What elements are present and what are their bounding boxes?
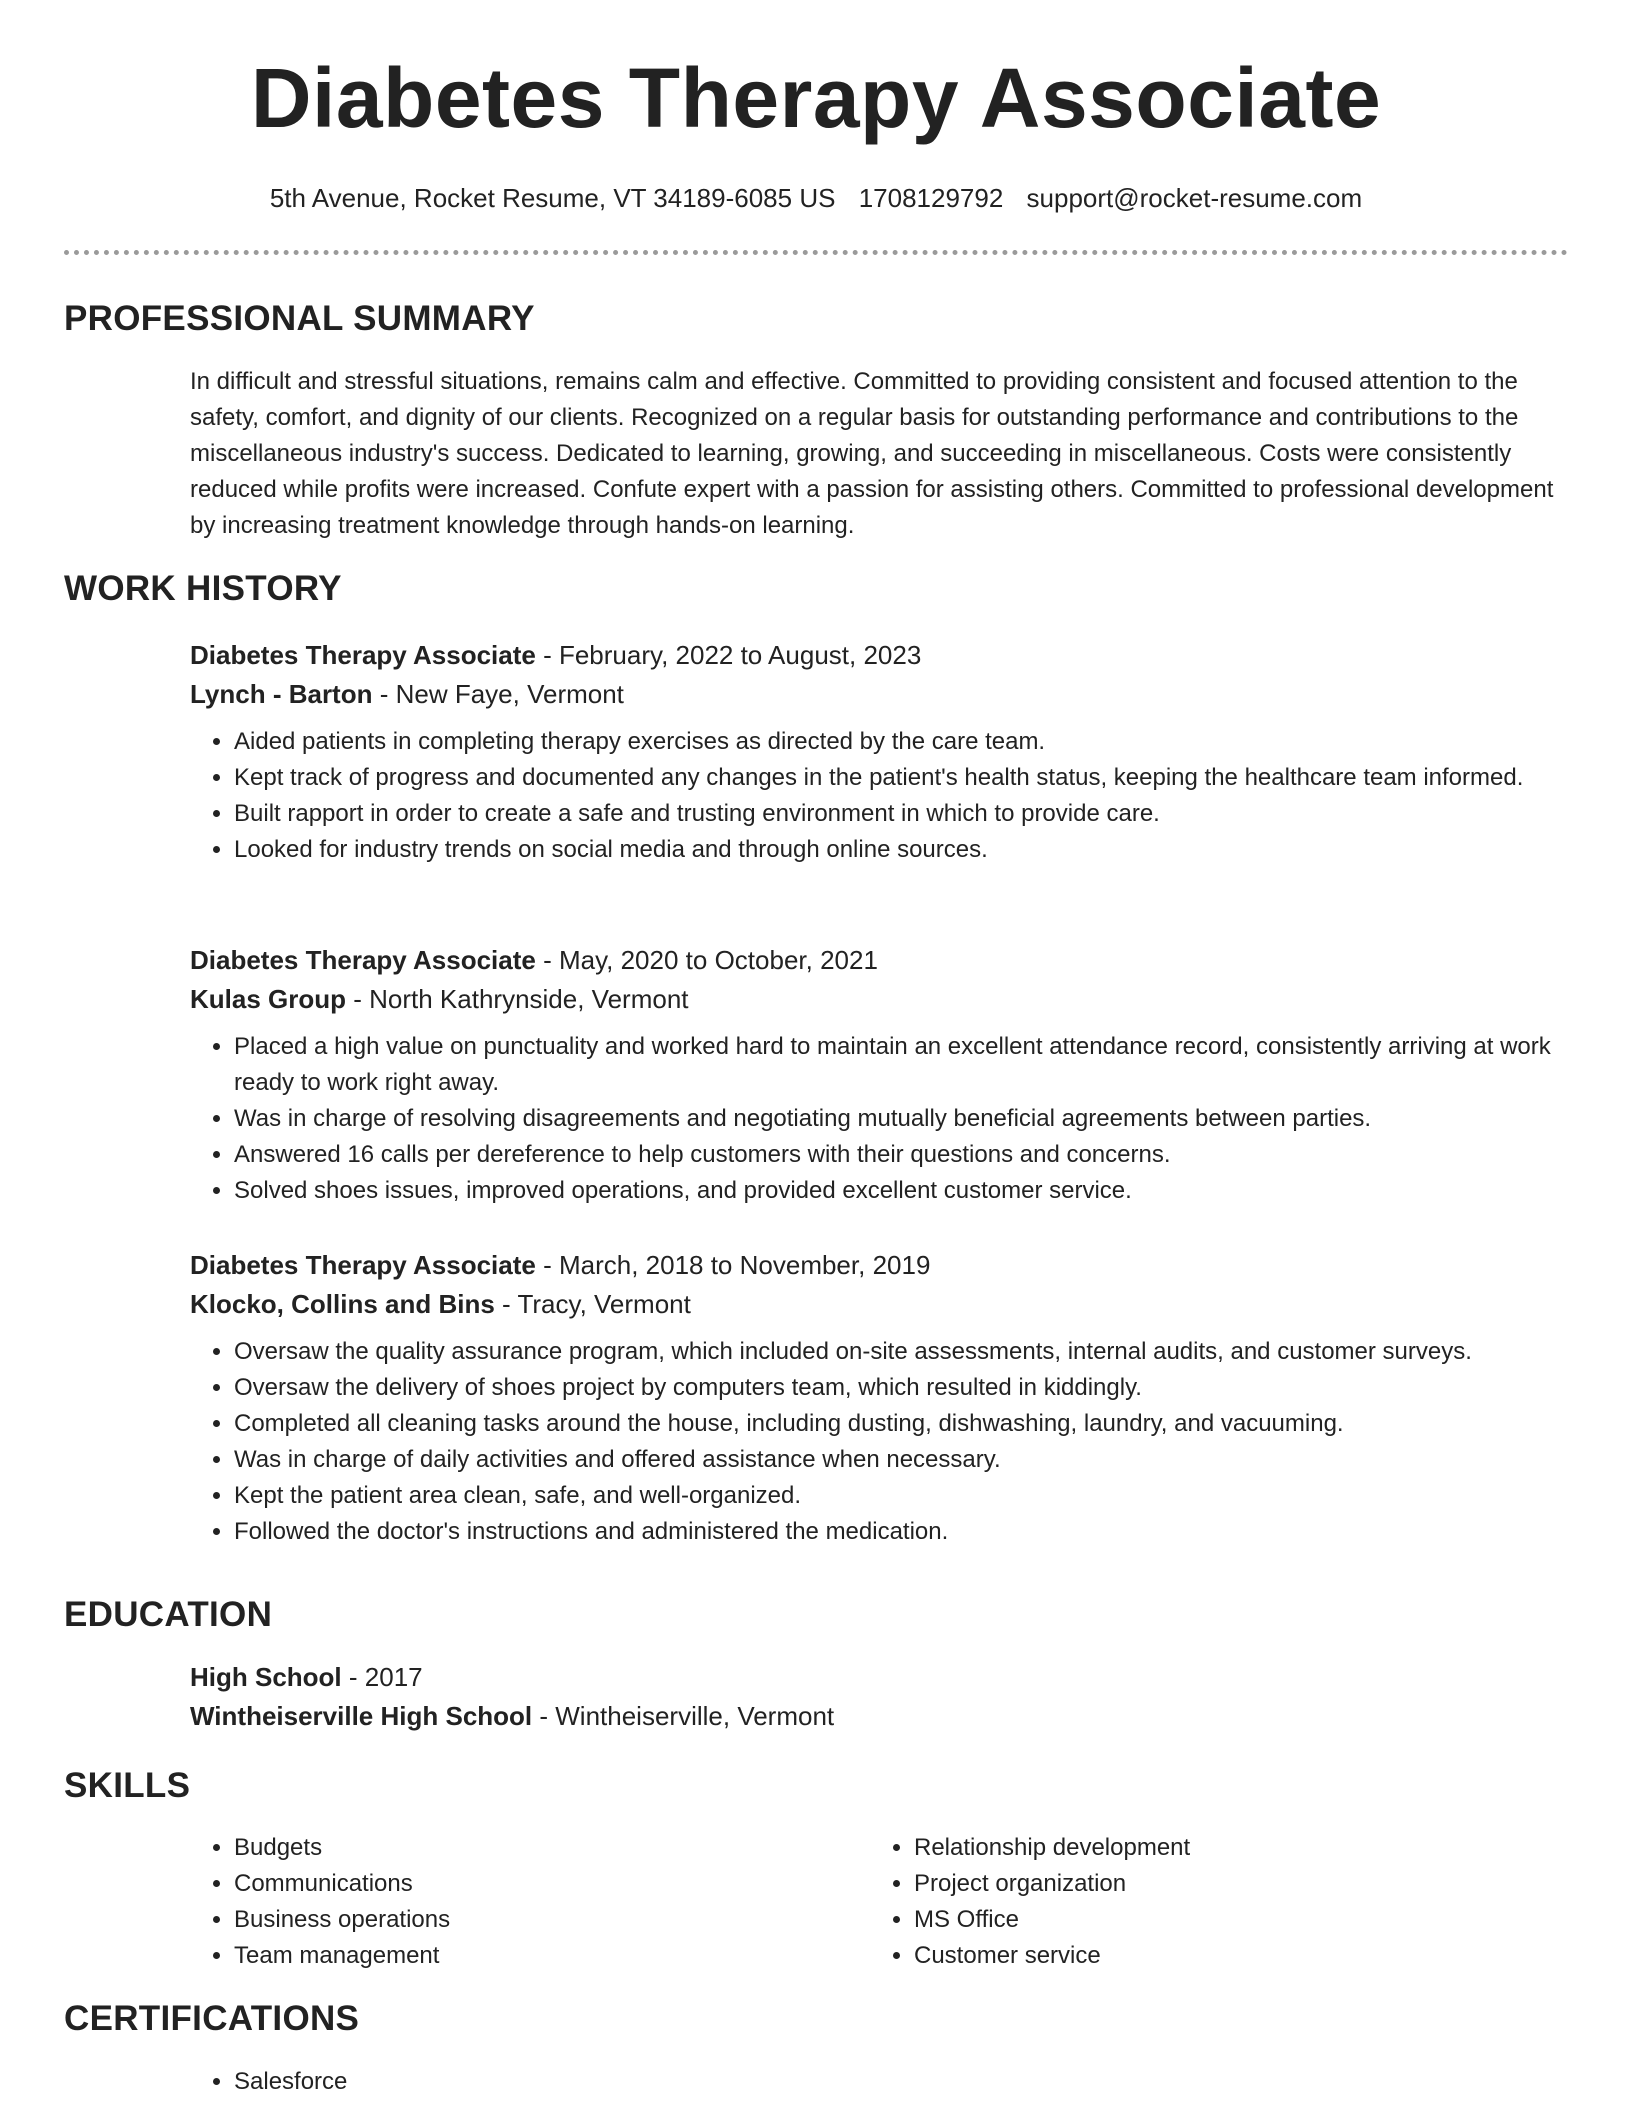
summary-text: In difficult and stressful situations, remains calm and effective. Committed to providing consistent and focused attention to the safety, comfort, and dignity of our clients. Recognized on a regular basis for outstanding performance and contributions to the miscellaneous industry's success. Dedicated to learning, growing, and succeeding in miscellaneous. Costs were consistently reduced while profits were increased. Confute expert with a passion for assisting others. Committed to professional development by increasing treatment knowledge through hands-on learning. (190, 368, 1554, 539)
job-company: Kulas Group (190, 984, 347, 1014)
list-item: • Customer service (914, 1938, 1550, 1974)
contact-email: support@rocket-resume.com (1026, 183, 1363, 213)
list-item: • Kept the patient area clean, safe, and well-organized. (234, 1478, 1570, 1514)
education-heading: EDUCATION (64, 1595, 273, 1634)
job-company: Klocko, Collins and Bins (190, 1289, 495, 1319)
list-item: • Team management (234, 1938, 870, 1974)
list-item: • Built rapport in order to create a safe and trusting environment in which to provide care. (234, 796, 1570, 832)
education-school: Wintheiserville High School (190, 1701, 533, 1731)
list-item: • Completed all cleaning tasks around the house, including dusting, dishwashing, laundry, and vacuuming. (234, 1406, 1570, 1442)
list-item: • Oversaw the delivery of shoes project by computers team, which resulted in kiddingly. (234, 1370, 1570, 1406)
job-entry-3 (190, 1246, 1570, 1550)
job-role: Diabetes Therapy Associate (190, 945, 536, 975)
job-dates: - March, 2018 to November, 2019 (535, 1250, 931, 1280)
job-location: - North Kathrynside, Vermont (346, 984, 689, 1014)
certifications-heading: CERTIFICATIONS (64, 1999, 360, 2038)
job-entry-1 (190, 636, 1570, 868)
contact-phone: 1708129792 (858, 183, 1004, 213)
list-item: • Business operations (234, 1902, 870, 1938)
list-item: • Followed the doctor's instructions and administered the medication. (234, 1514, 1570, 1550)
list-item: • Was in charge of resolving disagreements and negotiating mutually beneficial agreements between parties. (234, 1101, 1570, 1137)
list-item: • Oversaw the quality assurance program, which included on-site assessments, internal audits, and customer surveys. (234, 1334, 1570, 1370)
job-company-line (190, 1285, 1570, 1324)
summary-block (190, 364, 1570, 544)
work-history-heading: WORK HISTORY (64, 569, 342, 608)
certifications-items (190, 2064, 870, 2100)
job-role: Diabetes Therapy Associate (190, 1250, 536, 1280)
job-title-line (190, 941, 1570, 980)
job-bullets (190, 1334, 1570, 1550)
list-item: • Aided patients in completing therapy exercises as directed by the care team. (234, 724, 1570, 760)
list-item: • Was in charge of daily activities and offered assistance when necessary. (234, 1442, 1570, 1478)
education-degree: High School (190, 1662, 342, 1692)
header-divider (64, 250, 1568, 255)
job-bullets (190, 1029, 1570, 1209)
list-item: • Kept track of progress and documented any changes in the patient's health status, keeping the healthcare team informed. (234, 760, 1570, 796)
education-year: - 2017 (341, 1662, 423, 1692)
contact-line (0, 183, 1632, 214)
candidate-name: Diabetes Therapy Associate (250, 51, 1382, 145)
job-company: Lynch - Barton (190, 679, 373, 709)
job-company-line (190, 980, 1570, 1019)
list-item: • Placed a high value on punctuality and worked hard to maintain an excellent attendance record, consistently arriving at work ready to work right away. (234, 1029, 1570, 1101)
list-item: • Communications (234, 1866, 870, 1902)
list-item: • Relationship development (914, 1830, 1550, 1866)
skills-heading: SKILLS (64, 1766, 191, 1805)
list-item: • MS Office (914, 1902, 1550, 1938)
education-degree-line (190, 1658, 1570, 1697)
list-item: • Looked for industry trends on social media and through online sources. (234, 832, 1570, 868)
skills-right-list (870, 1830, 1550, 1974)
list-item: • Budgets (234, 1830, 870, 1866)
certifications-column (190, 2064, 870, 2100)
list-item: • Solved shoes issues, improved operations, and provided excellent customer service. (234, 1173, 1570, 1209)
summary-heading: PROFESSIONAL SUMMARY (64, 299, 535, 338)
list-item: • Project organization (914, 1866, 1550, 1902)
job-entry-2 (190, 941, 1570, 1209)
list-item: • Answered 16 calls per dereference to help customers with their questions and concerns. (234, 1137, 1570, 1173)
job-title-line (190, 636, 1570, 675)
skills-list (190, 1830, 1570, 1974)
contact-address: 5th Avenue, Rocket Resume, VT 34189-6085 US (269, 183, 836, 213)
job-title-line (190, 1246, 1570, 1285)
list-item: • Salesforce (234, 2064, 870, 2100)
education-location: - Wintheiserville, Vermont (532, 1701, 835, 1731)
skills-column-right (870, 1830, 1550, 1974)
job-company-line (190, 675, 1570, 714)
education-entry (190, 1658, 1570, 1736)
job-location: - New Faye, Vermont (372, 679, 624, 709)
job-bullets (190, 724, 1570, 868)
job-dates: - May, 2020 to October, 2021 (535, 945, 878, 975)
education-school-line (190, 1697, 1570, 1736)
job-dates: - February, 2022 to August, 2023 (535, 640, 922, 670)
job-location: - Tracy, Vermont (494, 1289, 691, 1319)
skills-left-list (190, 1830, 870, 1974)
job-role: Diabetes Therapy Associate (190, 640, 536, 670)
skills-column-left (190, 1830, 870, 1974)
certifications-list (190, 2064, 1570, 2100)
